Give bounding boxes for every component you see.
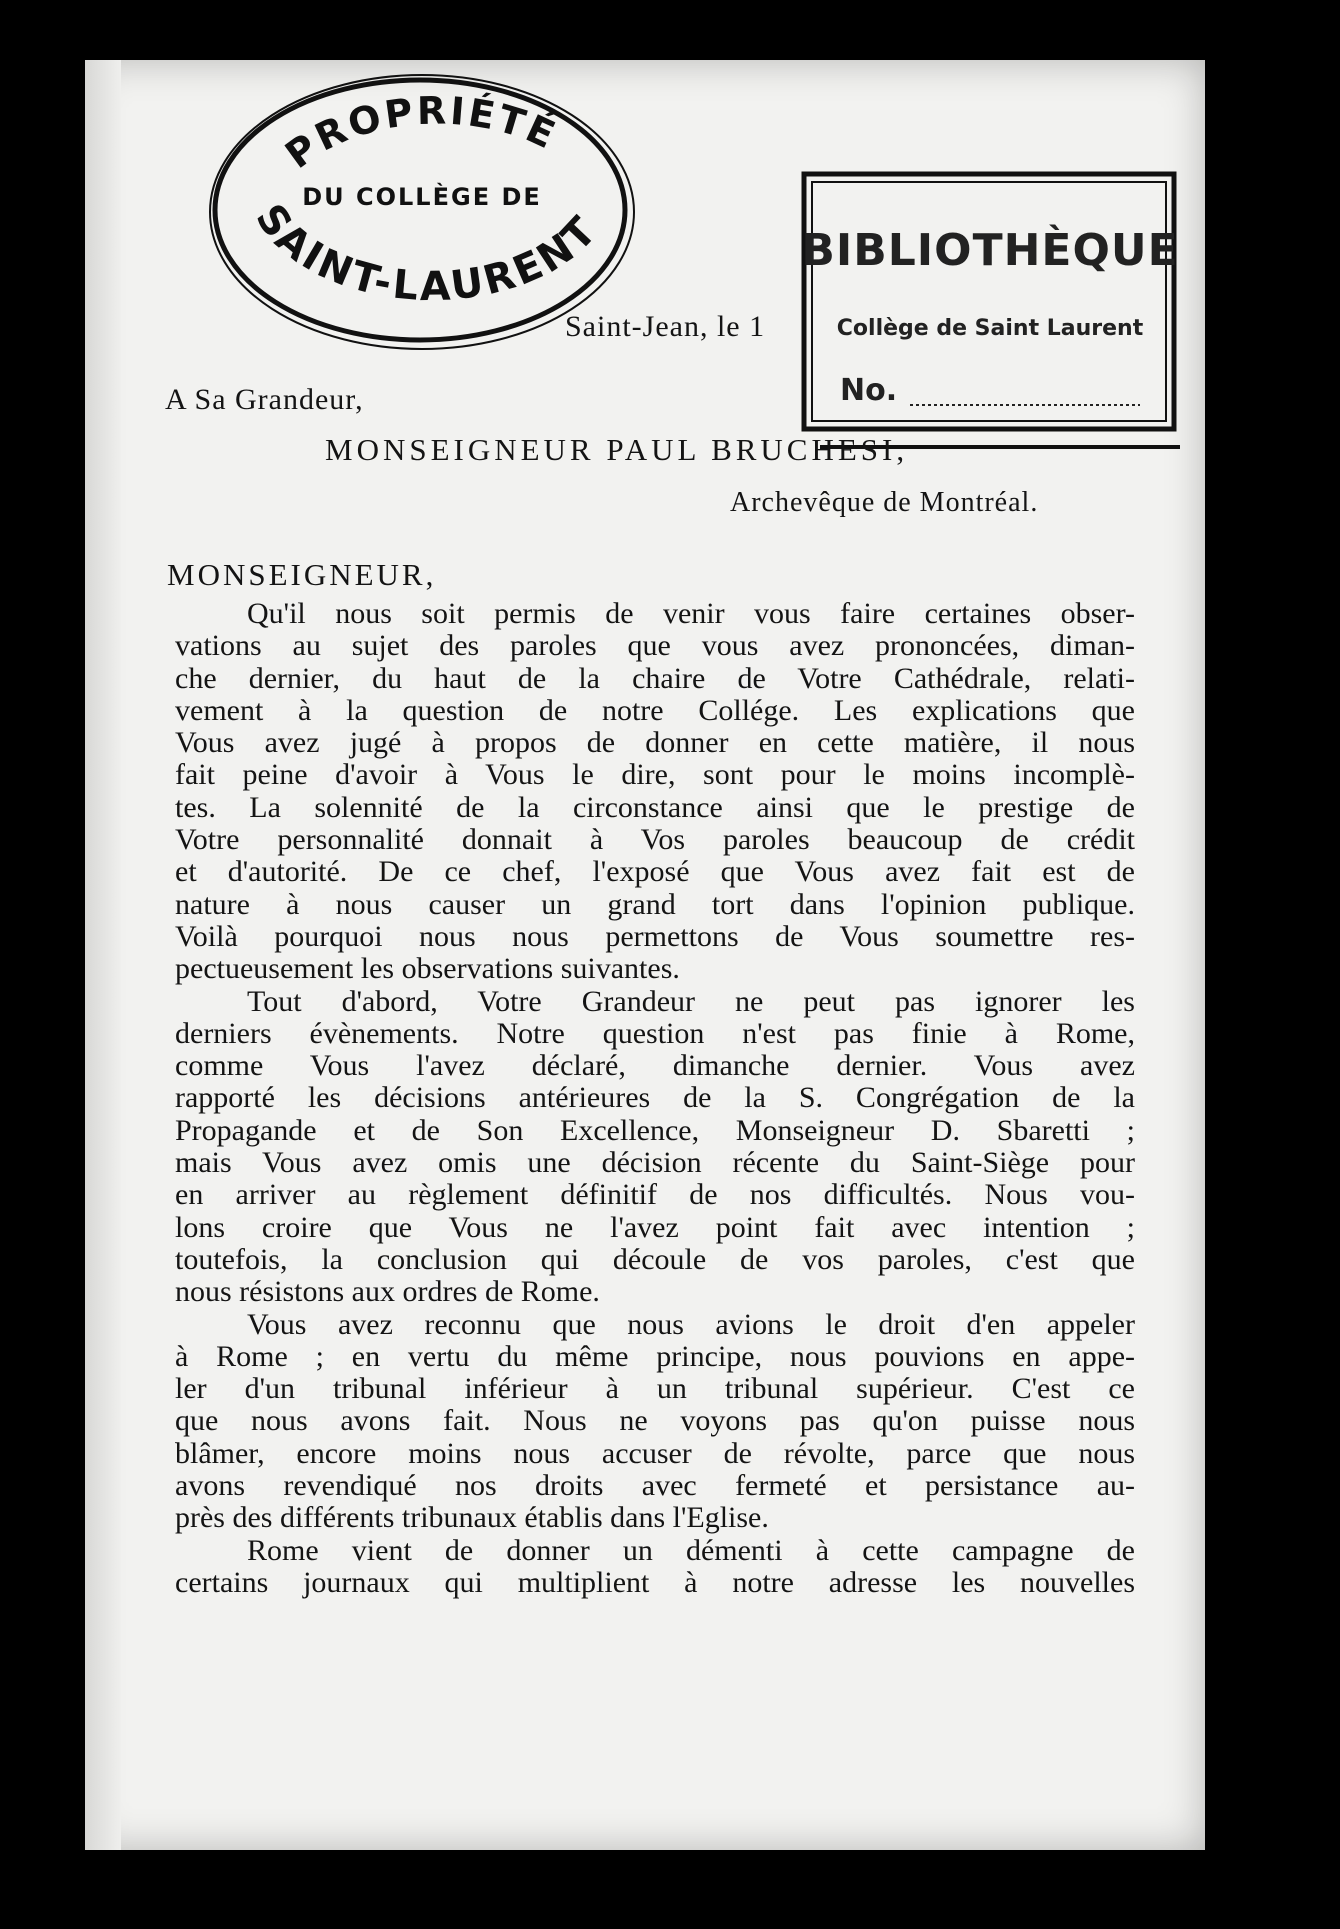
salutation: MONSEIGNEUR, [167, 557, 437, 592]
body-line: rapporté les décisions antérieures de la S. Congrégation de la [175, 1082, 1135, 1115]
body-line: lons croire que Vous ne l'avez point fait avec intention ; [175, 1211, 1135, 1244]
letter-body [175, 598, 1135, 1599]
address-line-3: Archevêque de Montréal. [730, 487, 1039, 518]
body-line: avons revendiqué nos droits avec fermeté et persistance au- [175, 1470, 1135, 1503]
address-line-2: MONSEIGNEUR PAUL BRUCHESI, [325, 432, 909, 467]
svg-text:SAINT-LAURENT [246, 196, 607, 310]
body-line: Vous avez reconnu que nous avions le droit d'en appeler [247, 1308, 1135, 1341]
body-line: près des différents tribunaux établis dans l'Eglise. [175, 1502, 769, 1535]
svg-text:PROPRIÉTÉ [277, 88, 564, 177]
body-line: Propagande et de Son Excellence, Monseigneur D. Sbaretti ; [175, 1114, 1135, 1147]
body-line: et d'autorité. De ce chef, l'exposé que Vous avez fait est de [175, 856, 1135, 889]
body-line: à Rome ; en vertu du même principe, nous pouvions en appe- [175, 1340, 1135, 1373]
body-line: ler d'un tribunal inférieur à un tribunal supérieur. C'est ce [175, 1373, 1135, 1406]
library-stamp-number-label: No. [840, 373, 898, 408]
binding-edge [85, 60, 121, 1850]
body-line: vement à la question de notre Collége. Les explications que [175, 694, 1135, 727]
body-line: Vous avez jugé à propos de donner en cette matière, il nous [175, 727, 1135, 760]
body-line: Tout d'abord, Votre Grandeur ne peut pas ignorer les [247, 985, 1135, 1018]
body-line: en arriver au règlement définitif de nos difficultés. Nous vou- [175, 1179, 1135, 1212]
body-line: Rome vient de donner un démenti à cette campagne de [247, 1534, 1135, 1567]
library-stamp-subtitle: Collège de Saint Laurent [836, 316, 1144, 341]
stamp-top-text: PROPRIÉTÉ [277, 88, 565, 177]
body-line: comme Vous l'avez déclaré, dimanche dernier. Vous avez [175, 1050, 1135, 1083]
body-line: nous résistons aux ordres de Rome. [175, 1276, 600, 1309]
body-line: nature à nous causer un grand tort dans l'opinion publique. [175, 888, 1135, 921]
body-line: Votre personnalité donnait à Vos paroles beaucoup de crédit [175, 824, 1135, 857]
place-date: Saint-Jean, le 1 [565, 310, 766, 343]
body-line: che dernier, du haut de la chaire de Votre Cathédrale, relati- [175, 662, 1135, 695]
library-stamp [800, 170, 1185, 440]
body-line: derniers évènements. Notre question n'est pas finie à Rome, [175, 1017, 1135, 1050]
body-line: que nous avons fait. Nous ne voyons pas qu'on puisse nous [175, 1405, 1135, 1438]
body-line: pectueusement les observations suivantes. [175, 953, 680, 986]
body-line: certains journaux qui multiplient à notre adresse les nouvelles [175, 1566, 1135, 1599]
body-line: fait peine d'avoir à Vous le dire, sont pour le moins incomplè- [175, 759, 1135, 792]
body-line: tes. La solennité de la circonstance ainsi que le prestige de [175, 791, 1135, 824]
body-line: Voilà pourquoi nous nous permettons de Vous soumettre res- [175, 920, 1135, 953]
body-line: toutefois, la conclusion qui découle de vos paroles, c'est que [175, 1243, 1135, 1276]
body-line: vations au sujet des paroles que vous avez prononcées, diman- [175, 630, 1135, 663]
body-line: mais Vous avez omis une décision récente du Saint-Siège pour [175, 1147, 1135, 1180]
stamp-bottom-text: SAINT-LAURENT [246, 195, 608, 311]
address-line-1: A Sa Grandeur, [165, 383, 364, 416]
body-line: Qu'il nous soit permis de venir vous faire certaines obser- [247, 598, 1135, 630]
body-line: blâmer, encore moins nous accuser de révolte, parce que nous [175, 1437, 1135, 1470]
stamp-middle-text: DU COLLÈGE DE [302, 183, 542, 211]
library-stamp-title: BIBLIOTHÈQUE [801, 225, 1179, 276]
